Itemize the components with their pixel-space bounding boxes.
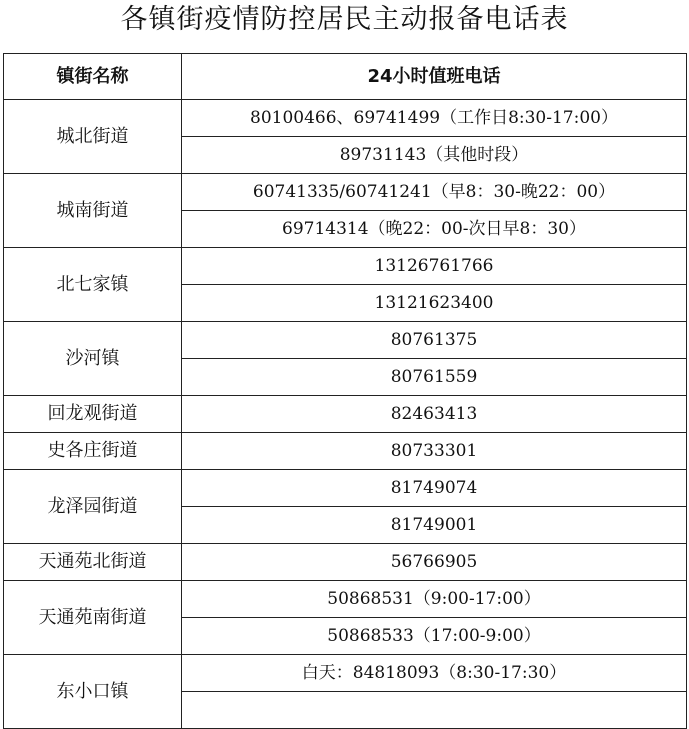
district-name: 城北街道 [4,100,182,174]
phone-cell: 白天：84818093（8:30-17:30） [182,655,687,692]
table-row [4,248,687,285]
table-row [4,433,687,470]
phone-cell: 89731143（其他时段） [182,137,687,174]
table-row [4,544,687,581]
phone-cell: 13126761766 [182,248,687,285]
district-name: 龙泽园街道 [4,470,182,544]
table-body [4,100,687,729]
phone-cell [182,692,687,729]
table-row [4,470,687,507]
phone-cell: 80733301 [182,433,687,470]
district-name: 史各庄街道 [4,433,182,470]
phone-cell: 82463413 [182,396,687,433]
table-row [4,396,687,433]
phone-cell: 80100466、69741499（工作日8:30-17:00） [182,100,687,137]
column-header-phone: 24小时值班电话 [182,54,687,100]
phone-cell: 50868531（9:00-17:00） [182,581,687,618]
phone-cell: 56766905 [182,544,687,581]
table-row [4,174,687,211]
table-row [4,100,687,137]
hotline-table [3,53,687,729]
district-name: 沙河镇 [4,322,182,396]
table-row [4,322,687,359]
district-name: 东小口镇 [4,655,182,729]
phone-cell: 80761559 [182,359,687,396]
district-name: 天通苑南街道 [4,581,182,655]
phone-cell: 81749074 [182,470,687,507]
phone-cell: 80761375 [182,322,687,359]
table-row [4,581,687,618]
phone-cell: 13121623400 [182,285,687,322]
district-name: 回龙观街道 [4,396,182,433]
column-header-name: 镇街名称 [4,54,182,100]
district-name: 城南街道 [4,174,182,248]
phone-cell: 81749001 [182,507,687,544]
table-row [4,655,687,692]
table-header-row [4,54,687,100]
phone-cell: 50868533（17:00-9:00） [182,618,687,655]
district-name: 天通苑北街道 [4,544,182,581]
phone-cell: 69714314（晚22：00-次日早8：30） [182,211,687,248]
phone-cell: 60741335/60741241（早8：30-晚22：00） [182,174,687,211]
district-name: 北七家镇 [4,248,182,322]
page-title: 各镇街疫情防控居民主动报备电话表 [120,4,569,35]
